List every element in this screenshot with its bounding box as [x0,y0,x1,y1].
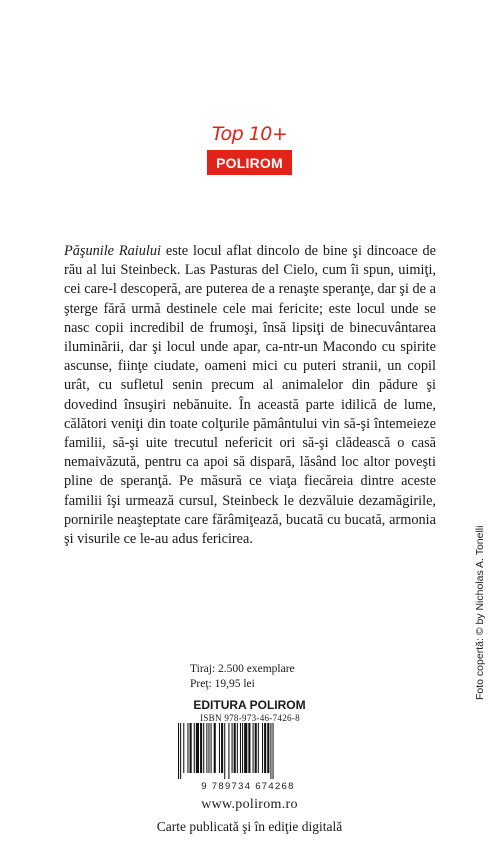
back-cover-blurb [64,242,436,549]
barcode-bar [228,723,229,779]
barcode-bar [248,723,250,773]
barcode-bar [187,723,188,773]
digital-edition-note: Carte publicată şi în ediţie digitală [156,819,343,834]
barcode-bar [262,723,263,773]
top10-label: Top 10+ [211,123,288,145]
barcode-bar [219,723,220,773]
barcode-bar [273,723,274,779]
barcode-bar [180,723,181,779]
barcode-bar [203,723,204,773]
barcode-bar [196,723,199,773]
barcode-bar [234,723,236,773]
book-title-italic: Păşunile Raiului [64,243,162,259]
barcode-bar [214,723,216,773]
barcode-bar [264,723,266,773]
barcode-bar [242,723,243,773]
photo-credit: Foto copertă: © by Nicholas A. Tonelli [474,525,486,700]
barcode-bar [270,723,271,779]
website: www.polirom.ro [201,797,298,812]
barcode-bar [183,723,184,773]
price: Preţ: 19,95 lei [190,678,255,690]
barcode-bar [237,723,238,773]
series-logo [0,124,499,175]
barcode-bar [194,723,195,773]
barcode-bar [190,723,192,773]
blurb-text: este locul aflat dincolo de bine şi dincoace de rău al lui Steinbeck. Las Pasturas del Cielo, cum îi spun, uimiţi, cei care-l descoperă, are puterea de a renaşte speranţe, dar şi de a şterge fără urmă destinele cele mai fericite; este locul unde se nasc copii incredibil de frumoşi, însă lipsiţi de binecuvântarea iluminării, dar şi locul unde apar, ca-ntr-un Macondo cu spirite ascunse, fiinţe ciudate, oameni mici cu puteri stranii, un copil urât, cu sufletul senin precum al animalelor din pădure şi dovedind însuşiri nebănuite. În această parte idilică de lume, călători veniţi din toate colţurile pământului vin să-şi întemeieze familii, să-şi uite trecutul nefericit ori să-şi clădească o casă nemaivăzută, pentru ca apoi să dispară, lăsând loc altor poveşti pline de speranţă. Pe măsură ce viaţa fiecăreia dintre aceste familii îşi urmează cursul, Steinbeck le dezvăluie dezamăgirile, pornirile neaşteptate care fărâmiţează, bucată cu bucată, armonia şi visurile ce le-au adus fericirea. [64,243,437,548]
publisher-name: EDITURA POLIROM [193,698,306,712]
print-run: Tiraj: 2.500 exemplare [190,663,295,675]
barcode-bar [211,723,212,773]
barcode-bar [200,723,202,773]
barcode [174,723,322,779]
barcode-bar [206,723,207,773]
barcode-bar [178,723,179,779]
barcode-bar [267,723,269,773]
print-run-and-price [190,662,320,692]
isbn: ISBN 978-973-46-7426-8 [200,713,300,723]
barcode-bar [253,723,254,773]
barcode-number: 9 789734 674268 [201,781,295,792]
barcode-bar [224,723,225,779]
barcode-bar [221,723,223,773]
barcode-bar [240,723,241,773]
polirom-badge: POLIROM [207,150,292,175]
barcode-bar [258,723,259,773]
barcode-bar [244,723,247,773]
barcode-bar [255,723,257,773]
barcode-bar [208,723,209,773]
barcode-bar [232,723,233,773]
